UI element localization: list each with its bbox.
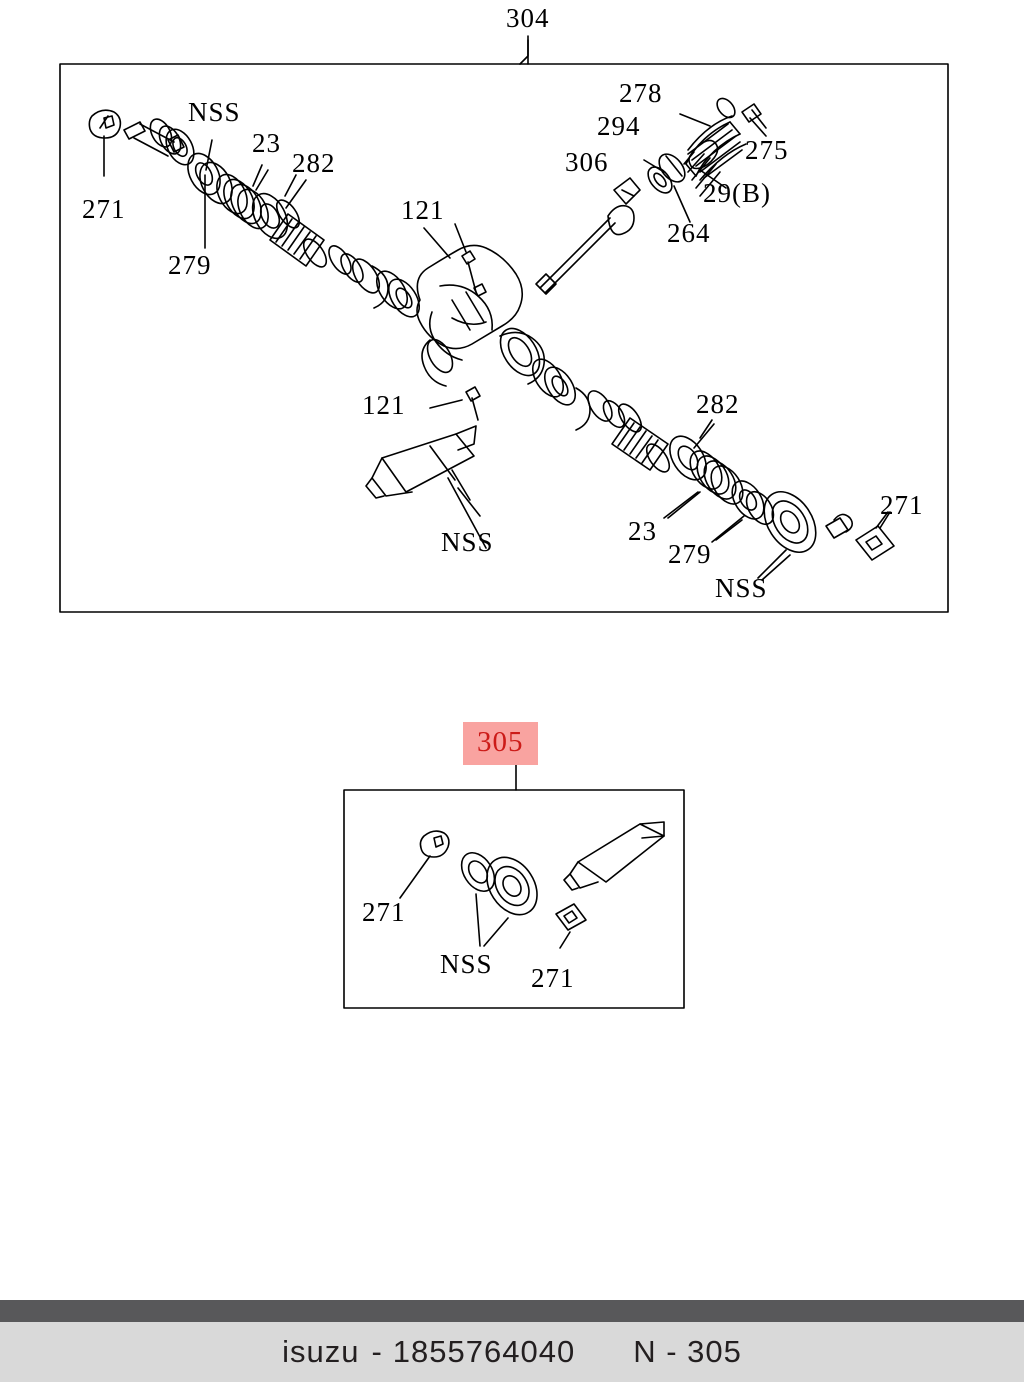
label-23-right: 23 bbox=[628, 516, 657, 546]
label-nss-grease-tube: NSS bbox=[441, 527, 494, 557]
label-29b: 29(B) bbox=[703, 178, 771, 208]
label-nss-top: NSS bbox=[188, 97, 241, 127]
label-271-left: 271 bbox=[82, 194, 126, 224]
label-121-upper: 121 bbox=[401, 195, 445, 225]
label-271-right: 271 bbox=[880, 490, 924, 520]
footer-caption bbox=[282, 1334, 742, 1370]
label-306: 306 bbox=[565, 147, 609, 177]
figure-reference: N - 305 bbox=[633, 1334, 742, 1369]
label-121-lower: 121 bbox=[362, 390, 406, 420]
label-305-271-left: 271 bbox=[362, 897, 406, 927]
brand-name: isuzu bbox=[282, 1334, 360, 1369]
footer-dash: - bbox=[371, 1334, 383, 1369]
footer-bar bbox=[0, 1322, 1024, 1382]
label-305-271-right: 271 bbox=[531, 963, 575, 993]
label-279-right: 279 bbox=[668, 539, 712, 569]
label-264: 264 bbox=[667, 218, 711, 248]
label-278: 278 bbox=[619, 78, 663, 108]
label-282-left: 282 bbox=[292, 148, 336, 178]
label-305-nss: NSS bbox=[440, 949, 493, 979]
label-nss-right: NSS bbox=[715, 573, 768, 603]
label-294: 294 bbox=[597, 111, 641, 141]
figure-304-callout: 304 bbox=[506, 3, 550, 33]
figure-305-callout: 305 bbox=[463, 722, 538, 765]
label-275: 275 bbox=[745, 135, 789, 165]
label-282-right: 282 bbox=[696, 389, 740, 419]
part-number: 1855764040 bbox=[392, 1334, 576, 1369]
label-23-left: 23 bbox=[252, 128, 281, 158]
label-279-left: 279 bbox=[168, 250, 212, 280]
